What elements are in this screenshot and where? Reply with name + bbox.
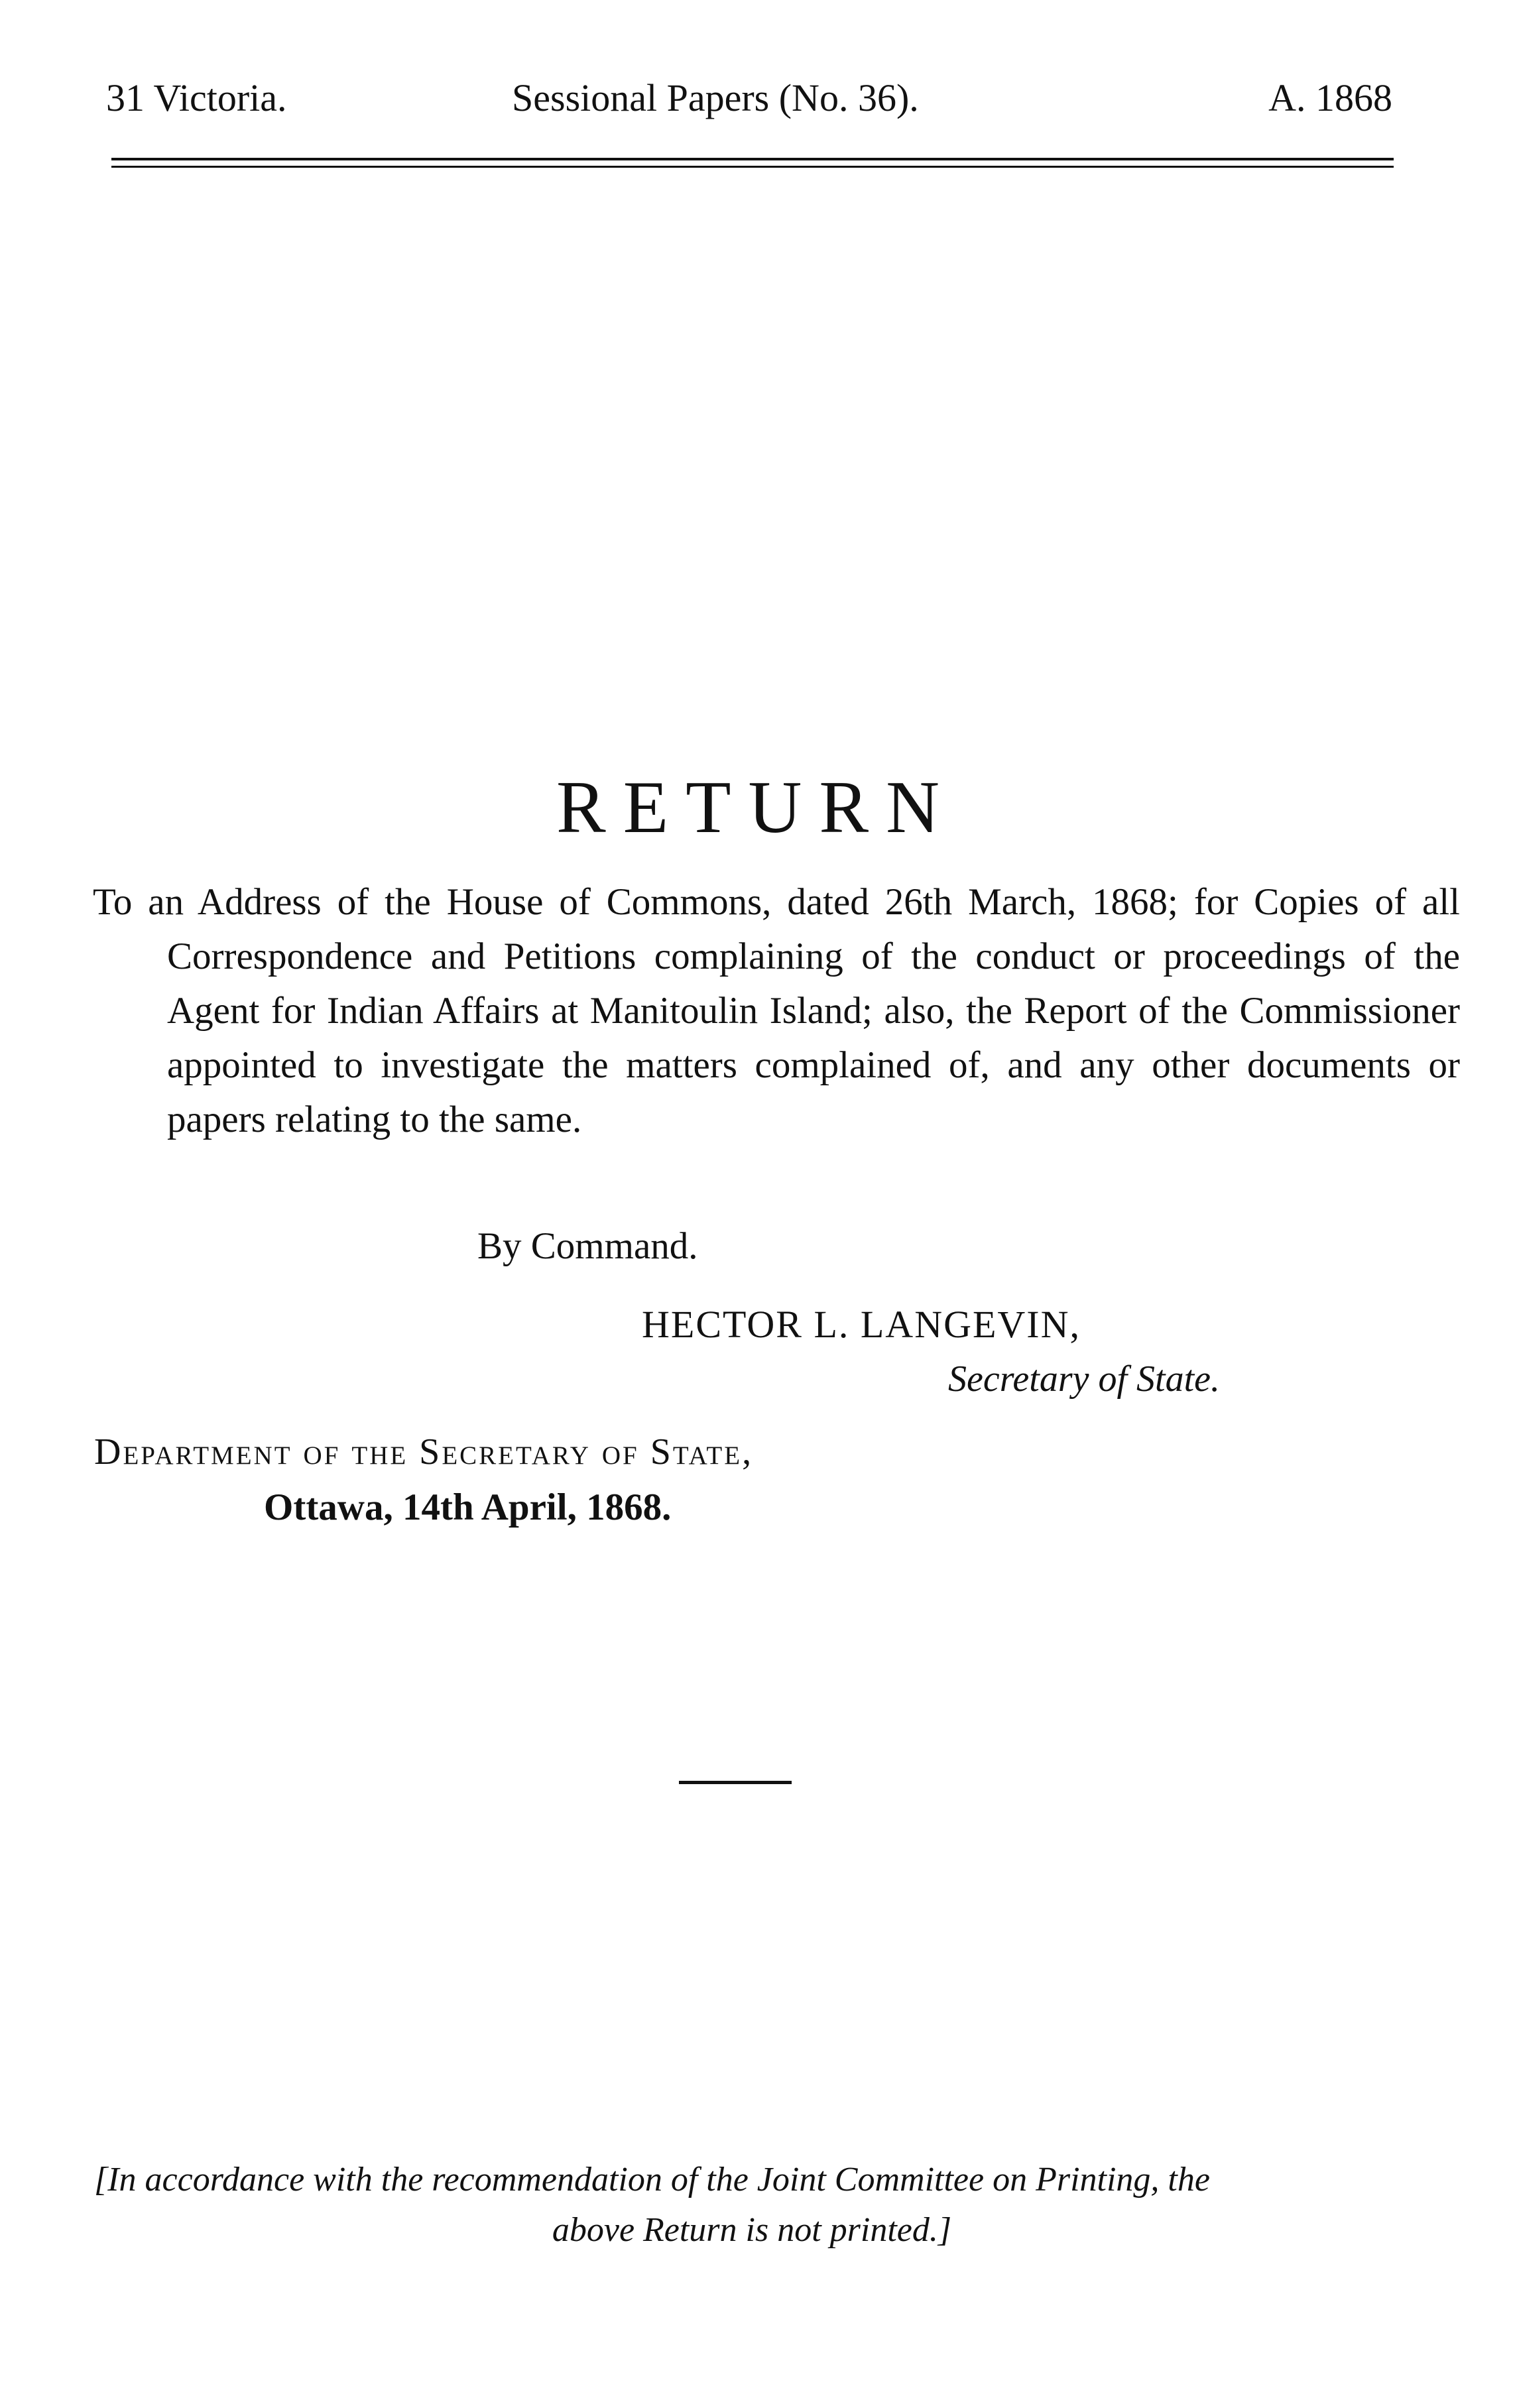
header-rule-bottom	[111, 166, 1394, 168]
header-regnal-year: 31 Victoria.	[106, 76, 287, 119]
header-sessional-papers: Sessional Papers (No. 36).	[512, 76, 919, 119]
document-title: RETURN	[556, 766, 957, 849]
by-command: By Command.	[477, 1225, 698, 1267]
signer-name: HECTOR L. LANGEVIN,	[642, 1303, 1081, 1346]
header-year: A. 1868	[1268, 76, 1392, 119]
header-rule-top	[111, 158, 1394, 160]
signer-title: Secretary of State.	[948, 1358, 1221, 1400]
printing-footnote	[89, 2155, 1415, 2256]
footnote-line-1: [In accordance with the recommendation of the Joint Committee on Printing, the	[94, 2161, 1210, 2198]
address-paragraph: To an Address of the House of Commons, dated 26th March, 1868; for Copies of all Correspondence and Petitions complaining of the conduct or proceedings of the Agent for Indian Affairs at Manitoulin Island; also, the Report of the Commissioner appointed to investigate the matters complained of, and any other documents or papers relating to the same.	[93, 881, 1460, 1140]
footnote-line-2: above Return is not printed.]	[552, 2211, 952, 2249]
department-name: Department of the Secretary of State,	[94, 1431, 754, 1473]
running-header	[106, 72, 1392, 125]
section-divider	[679, 1781, 792, 1784]
place-and-date: Ottawa, 14th April, 1868.	[264, 1486, 672, 1528]
